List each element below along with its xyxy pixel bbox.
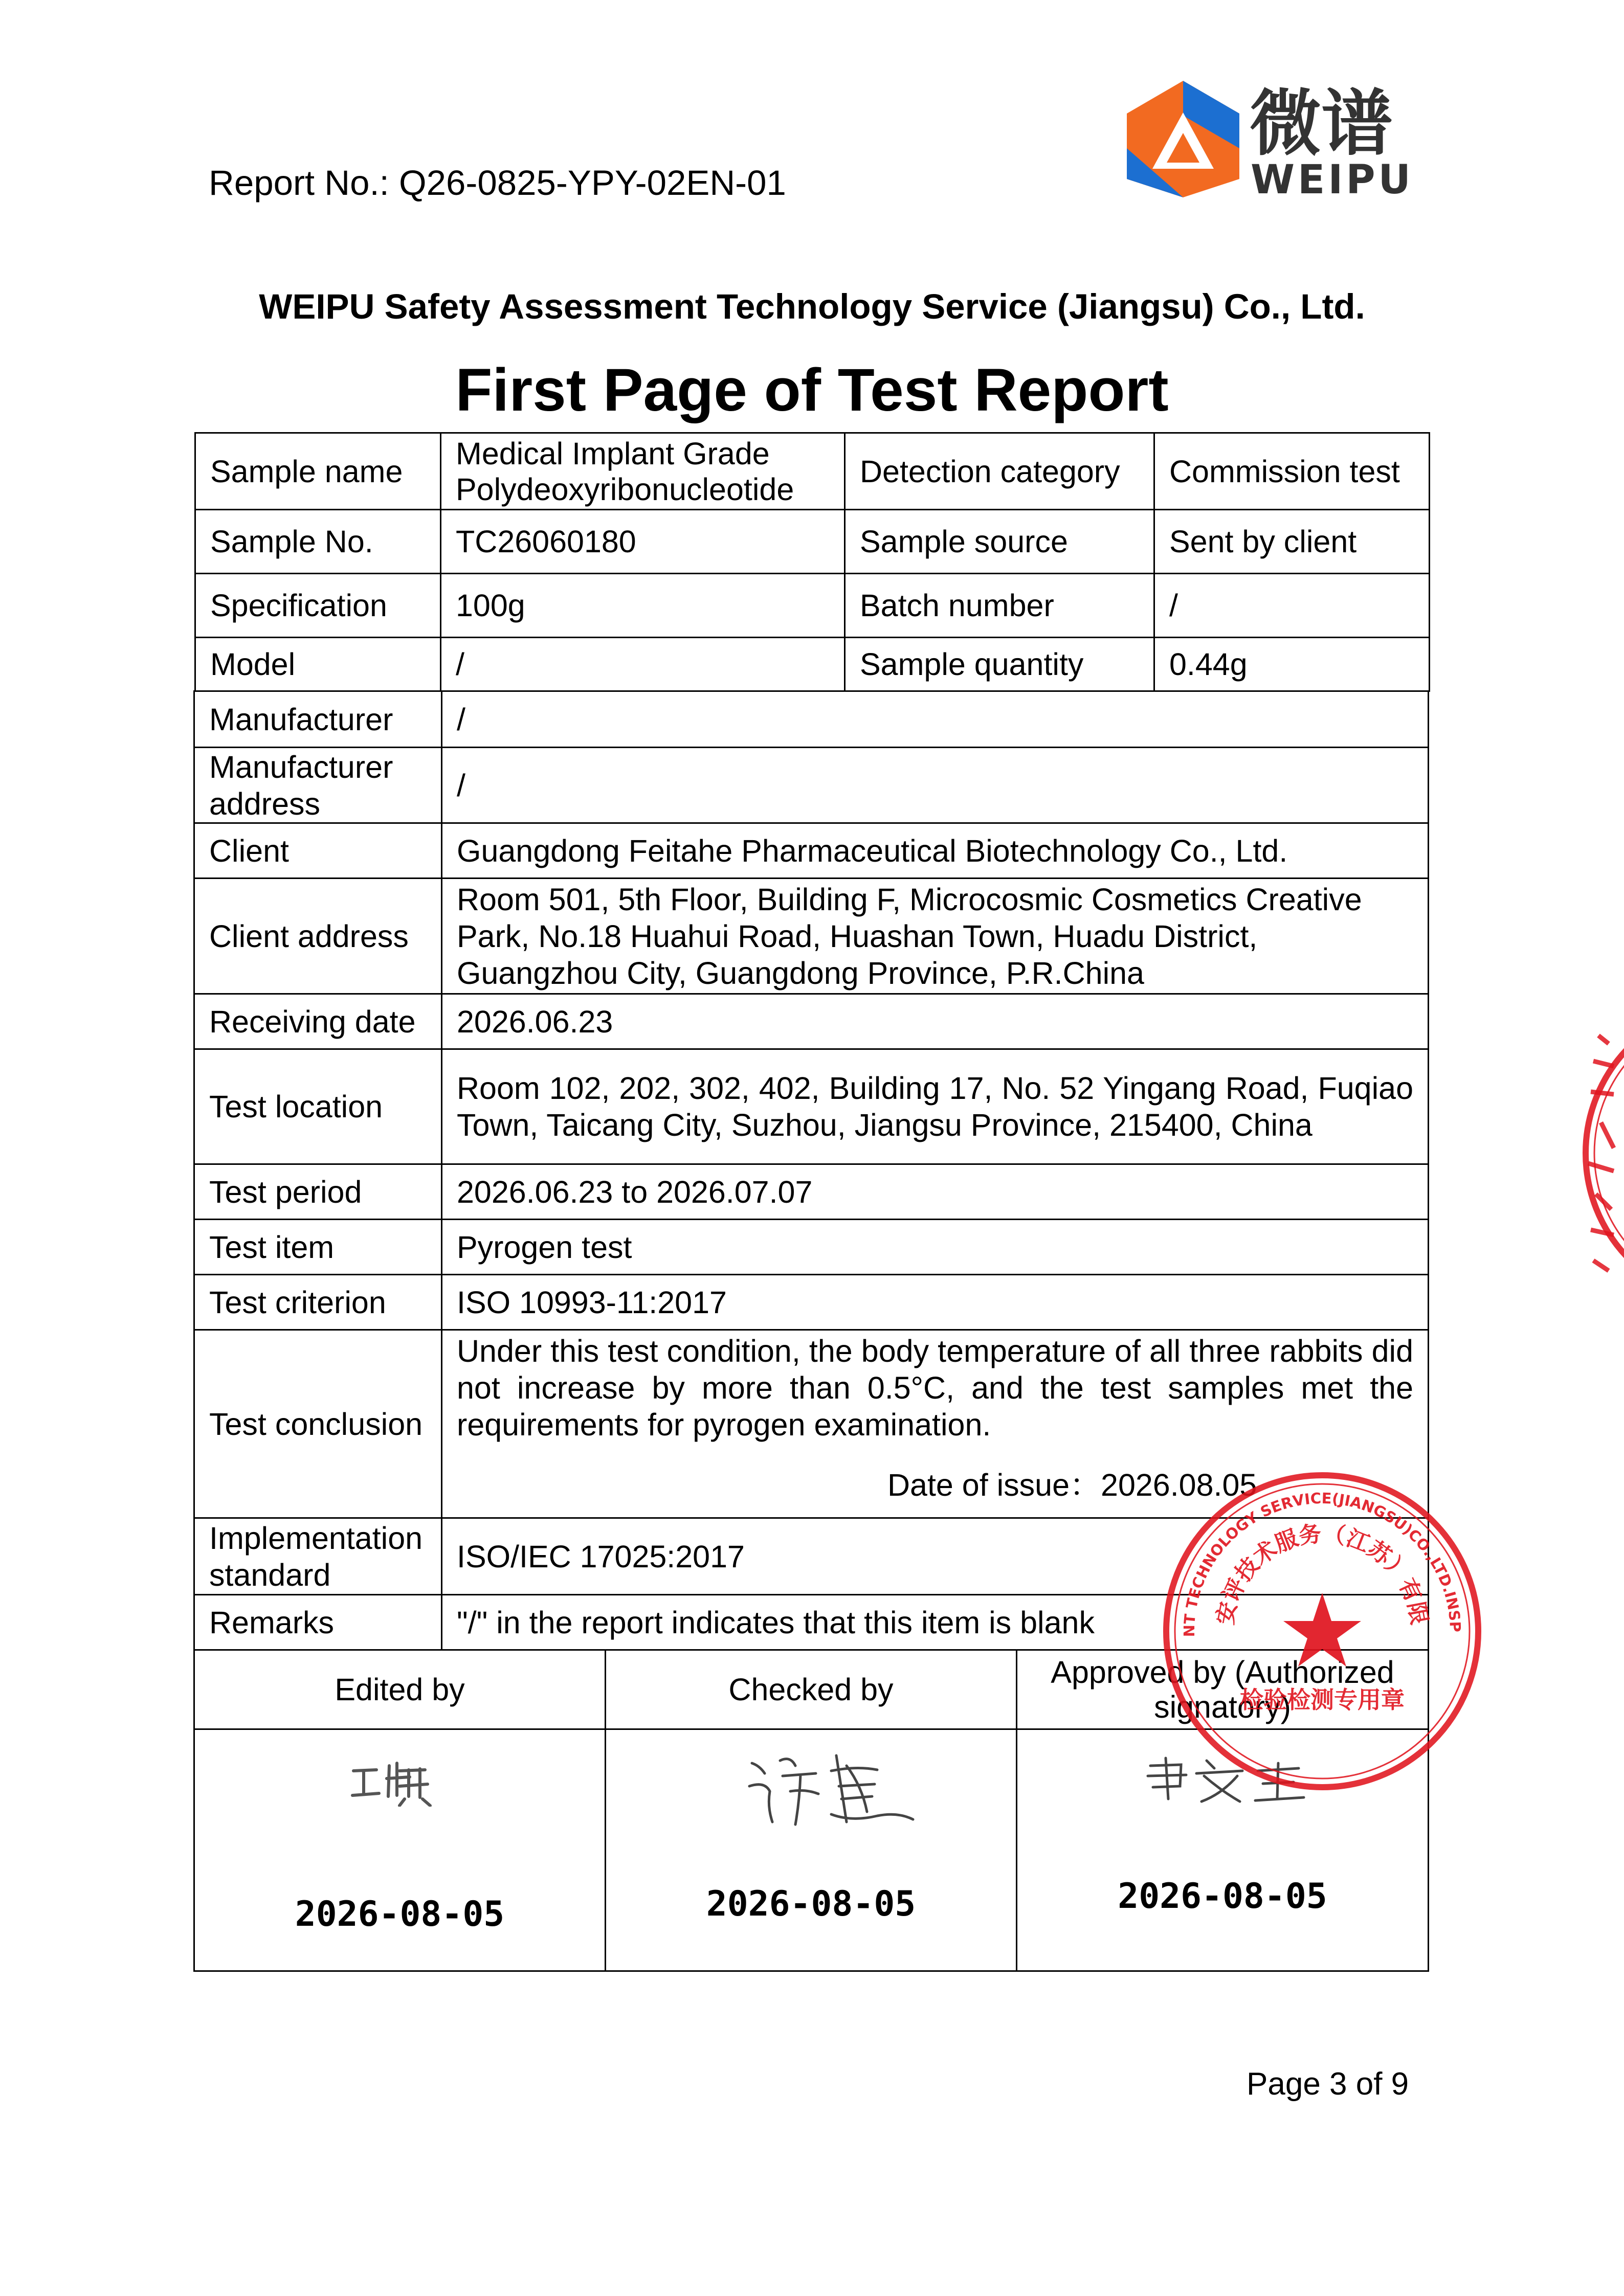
label-test-item: Test item xyxy=(194,1220,442,1275)
label-sample-no: Sample No. xyxy=(195,510,441,574)
table-row xyxy=(195,574,1430,638)
svg-text:WEIPU SAFETY ASSESSMENT TECHNO: NT TECHNOLOGY SERVICE(JIANGSU)CO.,LTD.INSP xyxy=(1180,1489,1464,1637)
company-seal-icon xyxy=(1159,1468,1486,1795)
company-name: WEIPU Safety Assessment Technology Service (Jiangsu) Co., Ltd. xyxy=(259,287,1365,326)
report-number: Report No.: Q26-0825-YPY-02EN-01 xyxy=(209,163,786,202)
value-detection-category: Commission test xyxy=(1154,433,1430,510)
svg-text:微谱: 微谱 xyxy=(1250,82,1393,166)
edited-by-label: Edited by xyxy=(194,1650,606,1729)
value-client: Guangdong Feitahe Pharmaceutical Biotechnology Co., Ltd. xyxy=(442,823,1429,879)
label-specification: Specification xyxy=(195,574,441,638)
table-row xyxy=(194,994,1429,1049)
checked-by-label: Checked by xyxy=(606,1650,1017,1729)
value-batch-number: / xyxy=(1154,574,1430,638)
label-receiving-date: Receiving date xyxy=(194,994,442,1049)
checked-signature-cell xyxy=(606,1729,1017,1971)
label-client-address: Client address xyxy=(194,879,442,994)
value-test-criterion: ISO 10993-11:2017 xyxy=(442,1275,1429,1330)
page-number: Page 3 of 9 xyxy=(1247,2066,1409,2102)
table-row xyxy=(194,1049,1429,1164)
label-test-criterion: Test criterion xyxy=(194,1275,442,1330)
sample-info-table xyxy=(194,432,1430,692)
page-seam-stamp xyxy=(1578,995,1624,1312)
approved-date: 2026-08-05 xyxy=(1118,1876,1327,1917)
value-test-location: Room 102, 202, 302, 402, Building 17, No. 52 Yingang Road, Fuqiao Town, Taicang City, Suzhou, Jiangsu Province, 215400, China xyxy=(442,1049,1429,1164)
date-of-issue: Date of issue：2026.08.05 xyxy=(887,1468,1257,1502)
seam-seal-icon xyxy=(1578,995,1624,1312)
official-stamp xyxy=(1159,1468,1486,1795)
test-conclusion-text: Under this test condition, the body temperature of all three rabbits did not increase by more than 0.5°C, and the test samples met the requirements for pyrogen examination. xyxy=(457,1334,1413,1442)
label-model: Model xyxy=(195,638,441,691)
value-test-period: 2026.06.23 to 2026.07.07 xyxy=(442,1164,1429,1220)
page-title: First Page of Test Report xyxy=(455,356,1169,424)
label-batch-number: Batch number xyxy=(845,574,1154,638)
edited-date: 2026-08-05 xyxy=(295,1894,505,1934)
value-test-item: Pyrogen test xyxy=(442,1220,1429,1275)
label-client: Client xyxy=(194,823,442,879)
value-sample-no: TC26060180 xyxy=(441,510,845,574)
table-row xyxy=(194,1220,1429,1275)
label-detection-category: Detection category xyxy=(845,433,1154,510)
weipu-logo-icon xyxy=(1123,77,1414,199)
table-row xyxy=(194,748,1429,823)
approved-by-label: Approved by (Authorized signatory) xyxy=(1017,1650,1429,1729)
checked-date: 2026-08-05 xyxy=(706,1884,916,1924)
table-row xyxy=(194,879,1429,994)
value-manufacturer: / xyxy=(442,691,1429,748)
label-sample-name: Sample name xyxy=(195,433,441,510)
value-receiving-date: 2026.06.23 xyxy=(442,994,1429,1049)
table-row xyxy=(195,433,1430,510)
label-implementation-standard: Implementation standard xyxy=(194,1518,442,1595)
label-test-location: Test location xyxy=(194,1049,442,1164)
value-specification: 100g xyxy=(441,574,845,638)
stamp-star-icon xyxy=(1283,1593,1361,1667)
value-remarks: "/" in the report indicates that this item is blank xyxy=(442,1595,1429,1650)
value-implementation-standard: ISO/IEC 17025:2017 xyxy=(442,1518,1429,1595)
label-manufacturer: Manufacturer xyxy=(194,691,442,748)
value-sample-source: Sent by client xyxy=(1154,510,1430,574)
table-row xyxy=(194,1275,1429,1330)
value-sample-name: Medical Implant Grade Polydeoxyribonucleotide xyxy=(441,433,845,510)
label-sample-source: Sample source xyxy=(845,510,1154,574)
table-row xyxy=(195,638,1430,691)
label-test-period: Test period xyxy=(194,1164,442,1220)
value-model: / xyxy=(441,638,845,691)
table-row xyxy=(194,1164,1429,1220)
table-row xyxy=(195,510,1430,574)
checker-signature-icon xyxy=(744,1745,918,1827)
label-sample-quantity: Sample quantity xyxy=(845,638,1154,691)
svg-text:微谱安评技术服务（江苏）有限公司: 安评技术服务（江苏）有限 xyxy=(1212,1520,1433,1627)
label-remarks: Remarks xyxy=(194,1595,442,1650)
weipu-logo xyxy=(1123,77,1414,199)
svg-text:WEIPU: WEIPU xyxy=(1251,157,1414,199)
label-manufacturer-address: Manufacturer address xyxy=(194,748,442,823)
label-test-conclusion: Test conclusion xyxy=(194,1330,442,1518)
table-row xyxy=(194,823,1429,879)
value-sample-quantity: 0.44g xyxy=(1154,638,1430,691)
value-manufacturer-address: / xyxy=(442,748,1429,823)
editor-signature-icon xyxy=(348,1750,440,1807)
table-row xyxy=(194,691,1429,748)
svg-text:检验检测专用章: 检验检测专用章 xyxy=(1240,1686,1405,1714)
edited-signature-cell xyxy=(194,1729,606,1971)
value-client-address: Room 501, 5th Floor, Building F, Microcosmic Cosmetics Creative Park, No.18 Huahui Road, Huashan Town, Huadu District, Guangzhou City, Guangdong Province, P.R.China xyxy=(442,879,1429,994)
